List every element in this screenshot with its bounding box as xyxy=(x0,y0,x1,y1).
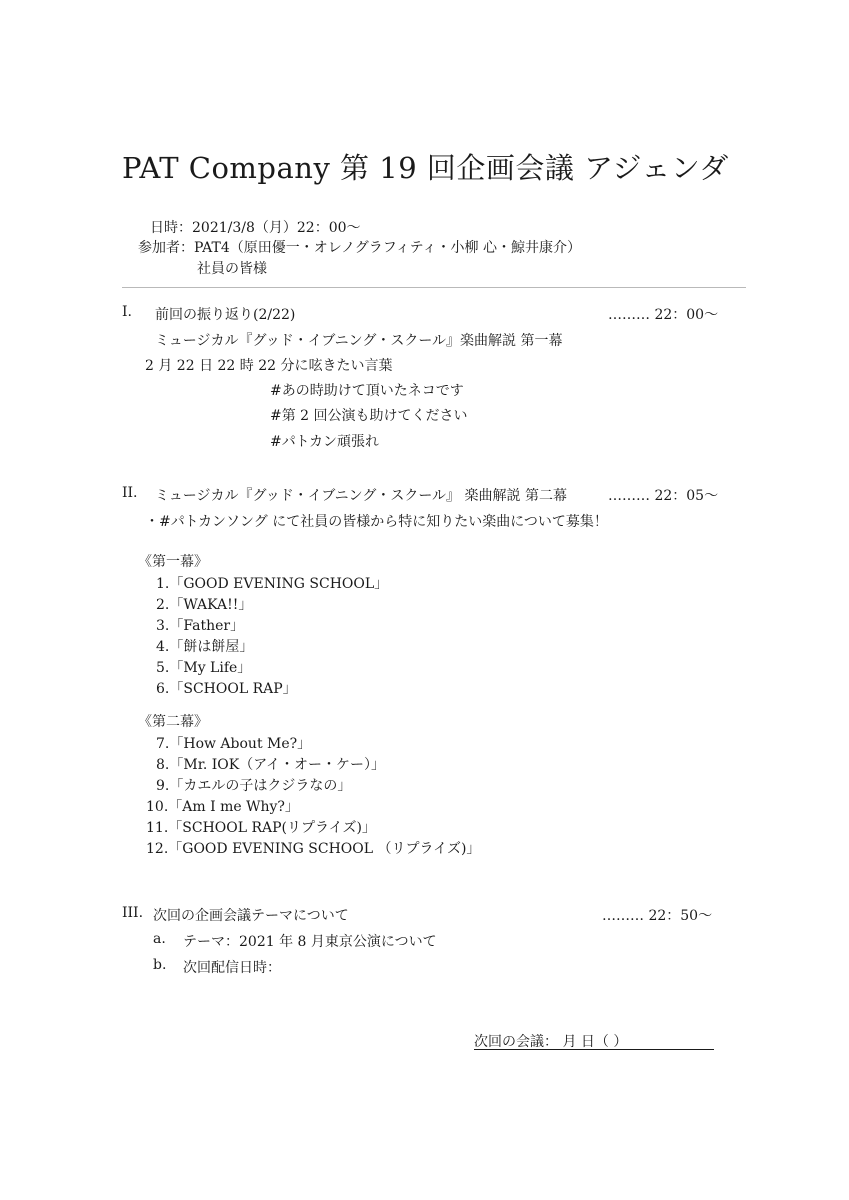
song-number: 8. xyxy=(156,757,170,773)
song-title: 「Father」 xyxy=(169,618,245,634)
section2-title: ミュージカル『グッド・イブニング・スクール』 楽曲解説 第二幕 xyxy=(155,488,567,504)
song-number: 10. xyxy=(146,799,169,815)
page-title: PAT Company 第 19 回企画会議 アジェンダ xyxy=(122,151,729,185)
section1-number: I. xyxy=(122,304,132,320)
section3-time: ……… 22：50～ xyxy=(602,908,713,924)
song-item xyxy=(156,678,297,698)
song-number: 1. xyxy=(156,576,170,592)
section1-line2: 2 月 22 日 22 時 22 分に呟きたい言葉 xyxy=(145,358,393,374)
song-title: 「Mr. IOK（アイ・オー・ケー）」 xyxy=(169,757,385,773)
datetime-text: 日時：2021/3/8（月）22：00～ xyxy=(150,220,361,236)
section3-number: III. xyxy=(122,905,144,921)
song-title: 「My Life」 xyxy=(169,660,252,676)
song-number: 7. xyxy=(156,736,170,752)
song-number: 2. xyxy=(156,597,170,613)
song-title: 「WAKA!!」 xyxy=(169,597,253,613)
song-number: 4. xyxy=(156,639,170,655)
song-item xyxy=(156,573,388,593)
song-number: 6. xyxy=(156,681,170,697)
song-title: 「餅は餅屋」 xyxy=(169,639,254,655)
section3-title: 次回の企画会議テーマについて xyxy=(153,908,349,924)
song-title: 「How About Me?」 xyxy=(169,736,312,752)
section1-tag: #パトカン頑張れ xyxy=(270,434,380,450)
song-title: 「SCHOOL RAP(リプライズ)」 xyxy=(168,820,376,836)
song-number: 11. xyxy=(146,820,169,836)
participants-text: 参加者：PAT4（原田優一・オレノグラフィティ・小柳 心・鯨井康介） xyxy=(138,240,581,256)
section3-a-label: a. xyxy=(153,931,166,947)
song-item xyxy=(156,657,251,677)
song-item xyxy=(156,754,385,774)
section2-line1: ・#パトカンソング にて社員の皆様から特に知りたい楽曲について募集！ xyxy=(145,514,608,530)
song-item xyxy=(156,594,252,614)
next-meeting-text: 次回の会議： 月 日（ ） xyxy=(474,1034,628,1050)
section1-line1: ミュージカル『グッド・イブニング・スクール』楽曲解説 第一幕 xyxy=(155,333,563,349)
song-item xyxy=(156,636,253,656)
song-title: 「GOOD EVENING SCHOOL （リプライズ)」 xyxy=(168,841,481,857)
section3-a-text: テーマ：2021 年 8 月東京公演について xyxy=(183,934,437,950)
song-title: 「SCHOOL RAP」 xyxy=(169,681,297,697)
act1-label: 《第一幕》 xyxy=(138,554,208,570)
song-title: 「カエルの子はクジラなの」 xyxy=(169,778,352,794)
song-item xyxy=(156,615,244,635)
song-item xyxy=(146,817,376,837)
section3-b-label: b. xyxy=(153,957,167,973)
section1-title: 前回の振り返り(2/22) xyxy=(155,307,296,323)
section2-time: ……… 22：05～ xyxy=(608,488,719,504)
song-number: 9. xyxy=(156,778,170,794)
participants-employees: 社員の皆様 xyxy=(197,261,267,277)
song-number: 5. xyxy=(156,660,170,676)
song-item xyxy=(146,796,299,816)
song-number: 3. xyxy=(156,618,170,634)
song-item xyxy=(156,733,311,753)
divider xyxy=(122,287,746,288)
song-item xyxy=(146,838,480,858)
section1-time: ……… 22：00～ xyxy=(608,307,719,323)
song-item xyxy=(156,775,351,795)
section1-tag: #第 2 回公演も助けてください xyxy=(270,408,468,424)
section3-b-text: 次回配信日時： xyxy=(183,960,281,976)
song-title: 「GOOD EVENING SCHOOL」 xyxy=(169,576,389,592)
song-number: 12. xyxy=(146,841,169,857)
act2-label: 《第二幕》 xyxy=(138,714,208,730)
section2-number: II. xyxy=(122,485,138,501)
song-title: 「Am I me Why?」 xyxy=(168,799,299,815)
next-meeting-field xyxy=(474,1031,714,1050)
section1-tag: #あの時助けて頂いたネコです xyxy=(270,383,464,399)
